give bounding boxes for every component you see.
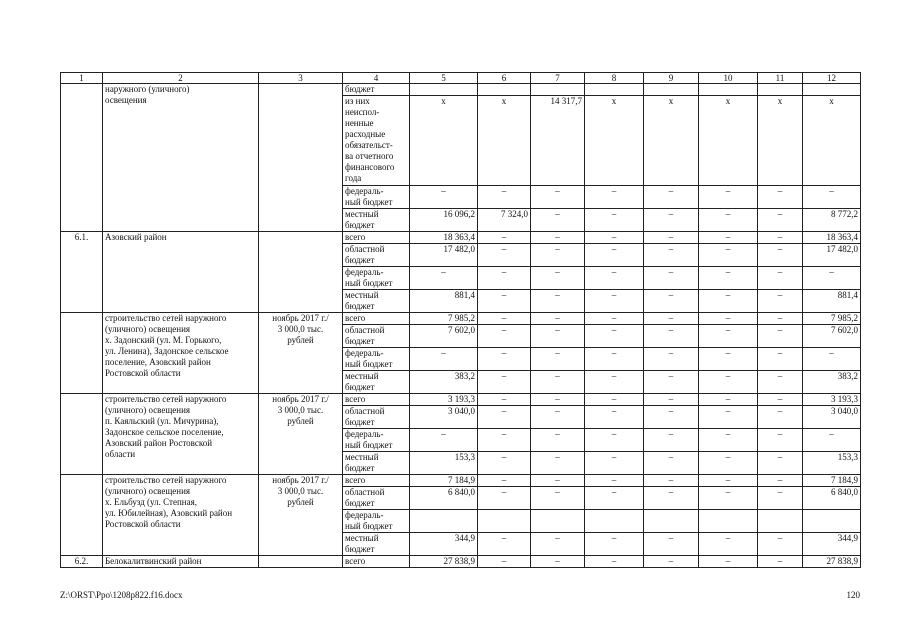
value-cell: –	[531, 475, 585, 487]
value-cell: –	[758, 371, 803, 394]
value-cell: х	[585, 96, 644, 186]
value-cell: –	[531, 452, 585, 475]
value-cell: –	[478, 348, 531, 371]
value-cell: –	[585, 487, 644, 510]
value-cell	[531, 510, 585, 533]
value-cell: –	[699, 406, 758, 429]
value-cell: –	[699, 394, 758, 406]
column-number: 10	[699, 73, 758, 84]
value-cell: –	[531, 348, 585, 371]
value-cell: 383,2	[803, 371, 861, 394]
value-cell: –	[478, 325, 531, 348]
value-cell: –	[758, 325, 803, 348]
value-cell: –	[585, 371, 644, 394]
value-cell: 27 838,9	[410, 556, 478, 568]
funding-source: бюджет	[343, 84, 410, 96]
value-cell: 7 184,9	[803, 475, 861, 487]
value-cell: –	[644, 267, 699, 290]
value-cell: –	[699, 452, 758, 475]
value-cell: –	[758, 290, 803, 313]
funding-source: местный бюджет	[343, 209, 410, 232]
table-row	[61, 475, 861, 487]
column-number: 7	[531, 73, 585, 84]
value-cell: 344,9	[803, 533, 861, 556]
value-cell: 153,3	[803, 452, 861, 475]
value-cell: 383,2	[410, 371, 478, 394]
value-cell: 27 838,9	[803, 556, 861, 568]
value-cell: –	[585, 406, 644, 429]
row-number	[61, 394, 103, 475]
value-cell: 881,4	[803, 290, 861, 313]
funding-source: областной бюджет	[343, 244, 410, 267]
funding-source: всего	[343, 313, 410, 325]
value-cell: –	[585, 394, 644, 406]
value-cell: –	[803, 429, 861, 452]
value-cell: –	[758, 209, 803, 232]
value-cell: –	[531, 232, 585, 244]
header-row	[61, 73, 861, 84]
value-cell: –	[585, 186, 644, 209]
value-cell: 344,9	[410, 533, 478, 556]
term-cost	[259, 84, 343, 232]
value-cell: –	[644, 429, 699, 452]
value-cell: –	[531, 267, 585, 290]
value-cell: 3 193,3	[410, 394, 478, 406]
column-number: 3	[259, 73, 343, 84]
value-cell: –	[531, 209, 585, 232]
funding-source: федераль- ный бюджет	[343, 510, 410, 533]
value-cell: –	[644, 371, 699, 394]
object-name: строительство сетей наружного (уличного) освещения х. Ельбузд (ул. Степная, ул. Юбилейная), Азовский район Ростовской области	[103, 475, 259, 556]
value-cell: х	[699, 96, 758, 186]
column-number: 4	[343, 73, 410, 84]
value-cell	[699, 510, 758, 533]
value-cell: 16 096,2	[410, 209, 478, 232]
value-cell: –	[644, 290, 699, 313]
value-cell: –	[478, 232, 531, 244]
value-cell: –	[585, 348, 644, 371]
value-cell: –	[699, 232, 758, 244]
value-cell: –	[531, 313, 585, 325]
value-cell: –	[478, 533, 531, 556]
value-cell: –	[699, 186, 758, 209]
page-number: 120	[846, 590, 860, 600]
value-cell	[585, 510, 644, 533]
funding-source: федераль- ный бюджет	[343, 186, 410, 209]
value-cell: –	[758, 244, 803, 267]
value-cell: –	[644, 348, 699, 371]
value-cell: –	[585, 232, 644, 244]
value-cell: –	[410, 429, 478, 452]
value-cell: –	[585, 290, 644, 313]
value-cell	[644, 84, 699, 96]
value-cell: –	[699, 348, 758, 371]
value-cell: 7 985,2	[410, 313, 478, 325]
budget-table	[60, 72, 861, 568]
value-cell: х	[644, 96, 699, 186]
value-cell: –	[644, 186, 699, 209]
value-cell: –	[478, 452, 531, 475]
column-number: 2	[103, 73, 259, 84]
value-cell: –	[531, 325, 585, 348]
value-cell: –	[699, 209, 758, 232]
value-cell: –	[585, 556, 644, 568]
value-cell: –	[699, 429, 758, 452]
value-cell: х	[410, 96, 478, 186]
value-cell: –	[699, 371, 758, 394]
value-cell: 7 602,0	[410, 325, 478, 348]
value-cell: –	[531, 371, 585, 394]
value-cell: 7 985,2	[803, 313, 861, 325]
value-cell: 17 482,0	[803, 244, 861, 267]
column-number: 6	[478, 73, 531, 84]
value-cell: –	[758, 429, 803, 452]
column-number: 8	[585, 73, 644, 84]
value-cell: 17 482,0	[410, 244, 478, 267]
value-cell: –	[585, 429, 644, 452]
column-number: 1	[61, 73, 103, 84]
value-cell: 18 363,4	[410, 232, 478, 244]
column-number: 9	[644, 73, 699, 84]
value-cell: –	[699, 290, 758, 313]
value-cell: х	[478, 96, 531, 186]
value-cell: –	[644, 556, 699, 568]
funding-source: областной бюджет	[343, 487, 410, 510]
value-cell: –	[478, 475, 531, 487]
value-cell: –	[478, 313, 531, 325]
value-cell: –	[699, 325, 758, 348]
value-cell: –	[410, 186, 478, 209]
funding-source: федераль- ный бюджет	[343, 267, 410, 290]
funding-source: областной бюджет	[343, 406, 410, 429]
column-number: 12	[803, 73, 861, 84]
value-cell: –	[585, 452, 644, 475]
term-cost: ноябрь 2017 г./ 3 000,0 тыс. рублей	[259, 475, 343, 556]
table-row	[61, 313, 861, 325]
term-cost: ноябрь 2017 г./ 3 000,0 тыс. рублей	[259, 394, 343, 475]
value-cell: –	[758, 406, 803, 429]
value-cell: –	[531, 394, 585, 406]
value-cell: 6 840,0	[803, 487, 861, 510]
value-cell: –	[644, 452, 699, 475]
value-cell: –	[644, 394, 699, 406]
value-cell: –	[585, 313, 644, 325]
value-cell: –	[758, 487, 803, 510]
value-cell: –	[585, 244, 644, 267]
row-number	[61, 313, 103, 394]
row-number: 6.1.	[61, 232, 103, 313]
value-cell: –	[758, 186, 803, 209]
value-cell: –	[699, 313, 758, 325]
value-cell: –	[699, 556, 758, 568]
row-number	[61, 84, 103, 232]
row-number	[61, 475, 103, 556]
value-cell	[531, 84, 585, 96]
object-name: строительство сетей наружного (уличного) освещения п. Каяльский (ул. Мичурина), Задонское сельское поселение, Азовский район Ростовской области	[103, 394, 259, 475]
value-cell: –	[758, 232, 803, 244]
value-cell: –	[758, 475, 803, 487]
value-cell: –	[531, 429, 585, 452]
table-row	[61, 232, 861, 244]
funding-source: федераль- ный бюджет	[343, 348, 410, 371]
value-cell: –	[585, 209, 644, 232]
value-cell: –	[644, 232, 699, 244]
table-row	[61, 556, 861, 568]
funding-source: всего	[343, 556, 410, 568]
value-cell: –	[699, 533, 758, 556]
value-cell: –	[531, 406, 585, 429]
value-cell: –	[478, 429, 531, 452]
value-cell	[699, 84, 758, 96]
value-cell	[410, 510, 478, 533]
value-cell: 6 840,0	[410, 487, 478, 510]
value-cell: –	[699, 267, 758, 290]
value-cell: –	[531, 487, 585, 510]
value-cell: –	[531, 290, 585, 313]
value-cell: –	[644, 313, 699, 325]
value-cell: –	[803, 348, 861, 371]
column-number: 5	[410, 73, 478, 84]
value-cell	[803, 84, 861, 96]
value-cell: –	[478, 371, 531, 394]
value-cell: 7 184,9	[410, 475, 478, 487]
value-cell: 3 040,0	[803, 406, 861, 429]
value-cell	[478, 510, 531, 533]
funding-source: федераль- ный бюджет	[343, 429, 410, 452]
value-cell: 153,3	[410, 452, 478, 475]
object-name: Азовский район	[103, 232, 259, 313]
value-cell: –	[758, 348, 803, 371]
value-cell	[803, 510, 861, 533]
value-cell: –	[644, 209, 699, 232]
value-cell: –	[531, 244, 585, 267]
value-cell: –	[644, 475, 699, 487]
value-cell: –	[585, 325, 644, 348]
value-cell: –	[585, 533, 644, 556]
value-cell: –	[758, 267, 803, 290]
table-row	[61, 84, 861, 96]
page-footer	[60, 589, 860, 601]
funding-source: местный бюджет	[343, 533, 410, 556]
funding-source: местный бюджет	[343, 452, 410, 475]
value-cell: –	[478, 556, 531, 568]
value-cell: –	[758, 556, 803, 568]
value-cell: –	[478, 487, 531, 510]
value-cell: 881,4	[410, 290, 478, 313]
value-cell	[585, 84, 644, 96]
funding-source: местный бюджет	[343, 290, 410, 313]
value-cell: –	[531, 186, 585, 209]
value-cell: –	[585, 267, 644, 290]
value-cell: –	[699, 244, 758, 267]
value-cell: –	[585, 475, 644, 487]
term-cost: ноябрь 2017 г./ 3 000,0 тыс. рублей	[259, 313, 343, 394]
value-cell: –	[803, 267, 861, 290]
value-cell: 18 363,4	[803, 232, 861, 244]
value-cell: –	[478, 290, 531, 313]
object-name: Белокалитвинский район	[103, 556, 259, 568]
value-cell	[478, 84, 531, 96]
value-cell: –	[803, 186, 861, 209]
value-cell	[644, 510, 699, 533]
value-cell: х	[758, 96, 803, 186]
value-cell: –	[758, 533, 803, 556]
object-name: строительство сетей наружного (уличного) освещения х. Задонский (ул. М. Горького, ул. Ленина), Задонское сельское поселение, Азовский район Ростовской области	[103, 313, 259, 394]
funding-source: областной бюджет	[343, 325, 410, 348]
value-cell: 3 040,0	[410, 406, 478, 429]
value-cell: –	[410, 267, 478, 290]
value-cell: 14 317,7	[531, 96, 585, 186]
funding-source: из них неиспол- ненные расходные обязательст- ва отчетного финансового года	[343, 96, 410, 186]
funding-source: всего	[343, 232, 410, 244]
row-number: 6.2.	[61, 556, 103, 568]
value-cell: –	[478, 394, 531, 406]
term-cost	[259, 556, 343, 568]
value-cell: х	[803, 96, 861, 186]
value-cell: –	[699, 475, 758, 487]
value-cell	[758, 510, 803, 533]
funding-source: всего	[343, 475, 410, 487]
value-cell	[410, 84, 478, 96]
value-cell: –	[644, 533, 699, 556]
value-cell: 7 324,0	[478, 209, 531, 232]
value-cell: –	[410, 348, 478, 371]
value-cell: –	[478, 406, 531, 429]
object-name: наружного (уличного) освещения	[103, 84, 259, 232]
value-cell: –	[758, 452, 803, 475]
value-cell: –	[531, 556, 585, 568]
value-cell: –	[644, 406, 699, 429]
value-cell: –	[644, 487, 699, 510]
table-row	[61, 394, 861, 406]
column-number: 11	[758, 73, 803, 84]
funding-source: местный бюджет	[343, 371, 410, 394]
value-cell: –	[478, 186, 531, 209]
value-cell: 8 772,2	[803, 209, 861, 232]
value-cell: 7 602,0	[803, 325, 861, 348]
value-cell: –	[758, 313, 803, 325]
funding-source: всего	[343, 394, 410, 406]
value-cell: –	[644, 244, 699, 267]
value-cell: –	[478, 244, 531, 267]
term-cost	[259, 232, 343, 313]
value-cell: 3 193,3	[803, 394, 861, 406]
value-cell: –	[644, 325, 699, 348]
value-cell	[758, 84, 803, 96]
value-cell: –	[478, 267, 531, 290]
value-cell: –	[531, 533, 585, 556]
file-path: Z:\ORST\Ppo\1208p822.f16.docx	[60, 590, 183, 600]
value-cell: –	[758, 394, 803, 406]
value-cell: –	[699, 487, 758, 510]
